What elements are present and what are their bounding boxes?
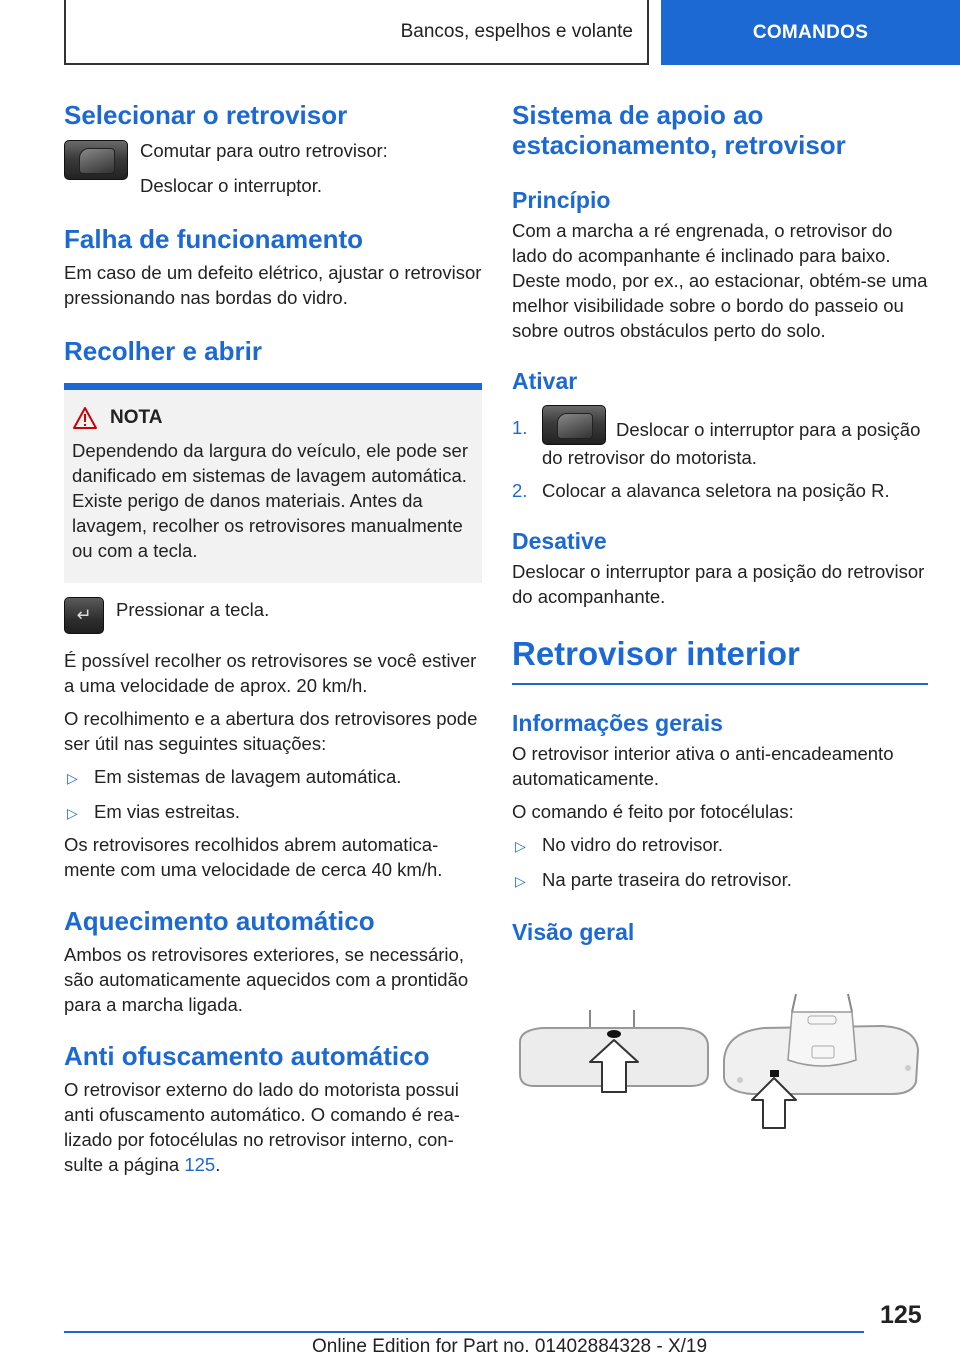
interior-mirror-illustration [512, 990, 928, 1130]
bullet-text: Em sistemas de lavagem automática. [94, 766, 402, 787]
step-1-text-b: do retrovisor do motorista. [542, 447, 757, 468]
select-line-1: Comutar para outro retrovisor: [140, 140, 388, 161]
heating-text: Ambos os retrovisores exteriores, se necessário, são automaticamente aquecidos com a prontidão para a marcha ligada. [64, 944, 469, 1015]
info-paragraph-1: O retrovisor interior ativa o anti-encadeamento automaticamente. [512, 743, 894, 789]
info-paragraph-2: O comando é feito por fotocélulas: [512, 801, 794, 822]
heading-parking-aid-2: estacionamento, retrovisor [512, 130, 846, 160]
list-item [64, 764, 482, 791]
fold-paragraph-1: É possível recolher os retrovisores se você estiver a uma velocidade de aprox. 20 km/h. [64, 650, 477, 696]
heading-malfunction: Falha de funcionamento [64, 224, 364, 254]
list-item [512, 405, 928, 470]
principle-text: Com a marcha a ré engrenada, o retrovisor do lado do acompanhante é inclinado para baixo. Deste modo, por ex., ao estacionar, obtém-se uma melhor visibilidade sobre o bordo do passeio ou sobre outros obstáculos perto do solo. [512, 220, 928, 341]
step-2-text: Colocar a alavanca seletora na posição R. [542, 480, 890, 501]
heading-principle: Princípio [512, 187, 611, 213]
running-header-section [64, 0, 649, 65]
deactivate-text: Deslocar o interruptor para a posição do retrovisor do acompanhante. [512, 561, 925, 607]
bullet-text: No vidro do retrovisor. [542, 834, 723, 855]
heading-deactivate: Desative [512, 528, 607, 554]
bullet-text: Em vias estreitas. [94, 801, 240, 822]
auto-dimming-text [64, 1077, 482, 1177]
mirror-switch-image [64, 140, 128, 180]
heading-heating: Aquecimento automático [64, 906, 375, 936]
step-number: 2. [512, 480, 528, 501]
note-header [72, 406, 472, 430]
edition-text: Online Edition for Part no. 01402884328 - X/19 [312, 1336, 708, 1357]
heading-interior-mirror: Retrovisor interior [512, 635, 800, 672]
heading-activate: Ativar [512, 368, 578, 394]
section-rule [512, 683, 928, 685]
note-box [64, 390, 482, 583]
select-line-2: Deslocar o interruptor. [140, 175, 323, 196]
mirror-rear-view [724, 994, 918, 1128]
heading-select-mirror: Selecionar o retrovisor [64, 100, 348, 130]
select-mirror-block [64, 138, 482, 198]
fold-paragraph-3: Os retrovisores recolhidos abrem automaticamente com uma velocidade de cerca 40 km/h. [64, 834, 443, 880]
step-number: 1. [512, 417, 528, 438]
footer-rule [64, 1331, 864, 1333]
press-key-text: Pressionar a tecla. [116, 599, 270, 620]
fold-key-block [64, 597, 482, 634]
step-1-text-a: Deslocar o interruptor para a posição [616, 418, 921, 440]
bullet-text: Na parte traseira do retrovisor. [542, 869, 792, 890]
section-label: Bancos, espelhos e volante [400, 20, 633, 42]
note-top-bar [64, 383, 482, 390]
fold-button-icon: ↵ [64, 597, 104, 634]
note-text: Dependendo da largura do veículo, ele pode ser danificado em sistemas de lavagem automática. Existe perigo de danos materiais. Antes da lavagem, recolher os retrovisores manualmente ou com a tecla. [72, 440, 468, 561]
heading-overview: Visão geral [512, 919, 635, 945]
chapter-label: COMANDOS [752, 21, 869, 43]
auto-dimming-body: O retrovisor externo do lado do motorista possui anti ofuscamento automático. O comando é realizado por fotocélulas no retrovisor interno, consulte a página [64, 1079, 460, 1175]
mirror-switch-image [542, 405, 606, 445]
fold-paragraph-2: O recolhimento e a abertura dos retrovisores pode ser útil nas seguintes situações: [64, 708, 478, 754]
mirror-front-view [520, 1010, 708, 1092]
page-number: 125 [880, 1301, 922, 1329]
right-column [512, 100, 928, 1130]
triangle-bullet-icon: ▷ [515, 873, 526, 889]
list-item [512, 867, 928, 894]
list-item [512, 832, 928, 859]
list-item [512, 478, 928, 503]
left-column [64, 100, 482, 1177]
list-item [64, 799, 482, 826]
heading-parking-aid-1: Sistema de apoio ao [512, 100, 764, 130]
malfunction-text: Em caso de um defeito elétrico, ajustar o retrovisor pressionando nas bordas do vidro. [64, 262, 482, 308]
chapter-tab[interactable] [661, 0, 960, 65]
heading-fold: Recolher e abrir [64, 336, 262, 366]
heading-general-info: Informações gerais [512, 710, 723, 736]
triangle-bullet-icon: ▷ [67, 805, 78, 821]
warning-triangle-icon [72, 406, 98, 430]
triangle-bullet-icon: ▷ [67, 770, 78, 786]
note-label: NOTA [110, 407, 163, 428]
heading-auto-dimming: Anti ofuscamento automático [64, 1041, 430, 1071]
auto-dimming-end: . [215, 1154, 221, 1175]
triangle-bullet-icon: ▷ [515, 838, 526, 854]
page-link[interactable]: 125 [184, 1154, 216, 1175]
